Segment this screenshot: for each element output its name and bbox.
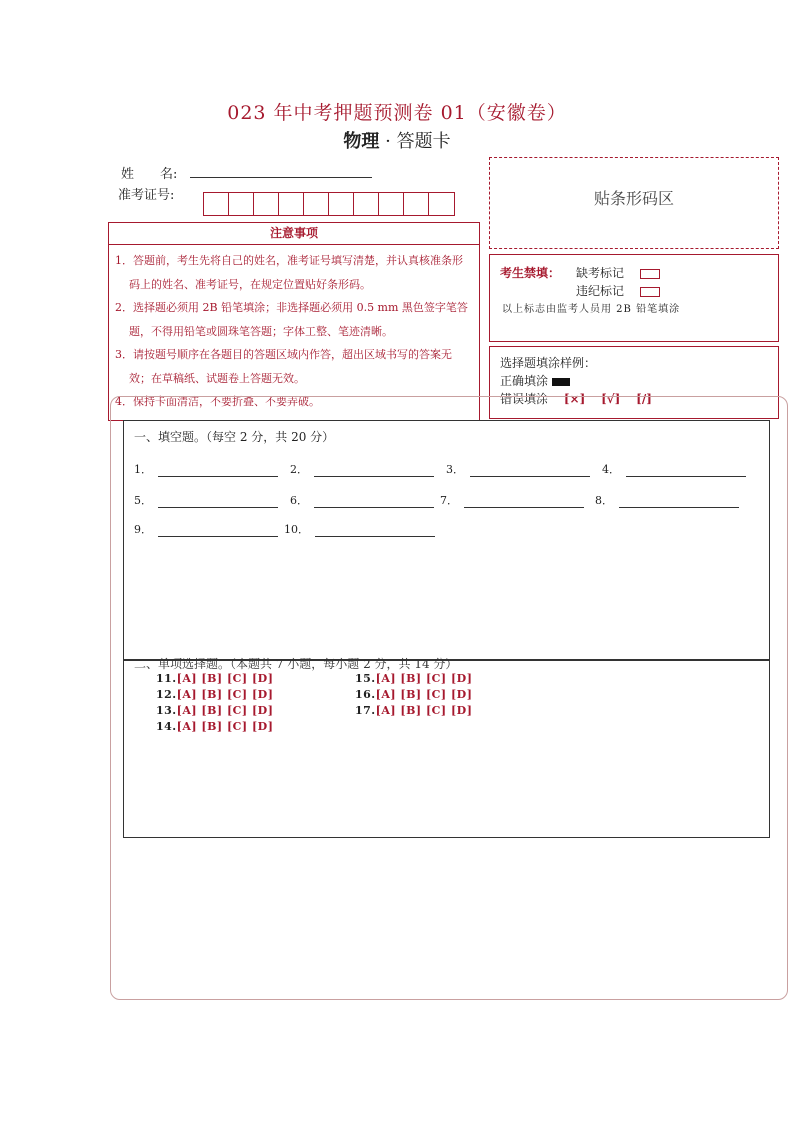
blank-item[interactable] [134, 461, 278, 477]
sample-wrong-label: 错误填涂 [500, 392, 549, 406]
question-number: 11. [156, 672, 177, 685]
fill-in-section [123, 420, 770, 660]
forbidden-label: 考生禁填： [500, 266, 561, 280]
exam-id-digit-box[interactable] [204, 193, 229, 215]
blank-number: 1． [134, 463, 152, 476]
blank-line[interactable] [158, 464, 278, 477]
blank-item[interactable] [284, 521, 435, 537]
blank-number: 4． [602, 463, 620, 476]
violation-mark-label: 违纪标记 [576, 284, 625, 298]
sample-correct-label: 正确填涂 [500, 374, 549, 388]
blank-line[interactable] [314, 464, 434, 477]
answer-card-label: 答题卡 [396, 131, 451, 152]
absent-mark [576, 264, 660, 281]
blank-number: 9． [134, 523, 152, 536]
choice-row[interactable] [156, 688, 273, 701]
question-number: 17. [355, 704, 376, 717]
blank-line[interactable] [464, 495, 584, 508]
blank-item[interactable] [446, 461, 590, 477]
question-number: 16. [355, 688, 376, 701]
sample-title: 选择题填涂样例： [500, 356, 597, 370]
answer-options[interactable]: [A] [B] [C] [D] [375, 672, 473, 685]
wrong-mark-slash: [/] [636, 392, 652, 406]
blank-line[interactable] [314, 495, 434, 508]
name-field[interactable] [190, 177, 372, 178]
blank-number: 3． [446, 463, 464, 476]
blank-line[interactable] [315, 524, 435, 537]
blank-number: 10． [284, 523, 309, 536]
fill-in-section-title: 一、填空题。（每空 2 分，共 20 分） [134, 430, 335, 444]
choice-row[interactable] [156, 720, 273, 733]
blank-line[interactable] [470, 464, 590, 477]
choice-section-title: 二、单项选择题。（本题共 7 小题，每小题 2 分，共 14 分） [134, 657, 458, 671]
blank-line[interactable] [158, 495, 278, 508]
exam-id-boxes [203, 192, 455, 216]
choice-row[interactable] [355, 672, 472, 685]
barcode-label: 贴条形码区 [593, 188, 674, 208]
question-number: 12. [156, 688, 177, 701]
blank-item[interactable] [595, 492, 739, 508]
violation-mark [576, 282, 660, 299]
forbidden-note: 以上标志由监考人员用 2B 铅笔填涂 [502, 304, 681, 315]
notice-list [108, 245, 480, 421]
blank-item[interactable] [290, 461, 434, 477]
violation-mark-box[interactable] [640, 287, 660, 297]
choice-row[interactable] [156, 672, 273, 685]
notice-heading: 注意事项 [108, 222, 480, 245]
notice-item: 1．答题前，考生先将自己的姓名，准考证号填写清楚，并认真核准条形码上的姓名、准考证号，在规定位置贴好条形码。 [115, 254, 463, 291]
choice-row[interactable] [355, 704, 472, 717]
exam-id-digit-box[interactable] [279, 193, 304, 215]
answer-options[interactable]: [A] [B] [C] [D] [176, 688, 274, 701]
blank-line[interactable] [158, 524, 278, 537]
filled-mark-icon [552, 378, 570, 386]
choice-row[interactable] [156, 704, 273, 717]
notice-item: 4．保持卡面清洁，不要折叠、不要弄破。 [115, 395, 320, 408]
exam-id-digit-box[interactable] [404, 193, 429, 215]
answer-options[interactable]: [A] [B] [C] [D] [375, 704, 473, 717]
page-subtitle [0, 127, 794, 153]
blank-item[interactable] [290, 492, 434, 508]
choice-section [123, 657, 770, 838]
question-number: 14. [156, 720, 177, 733]
exam-id-digit-box[interactable] [229, 193, 254, 215]
exam-id-digit-box[interactable] [329, 193, 354, 215]
exam-id-digit-box[interactable] [379, 193, 404, 215]
blank-line[interactable] [619, 495, 739, 508]
blank-item[interactable] [602, 461, 746, 477]
answer-options[interactable]: [A] [B] [C] [D] [176, 720, 274, 733]
blank-number: 8． [595, 494, 613, 507]
blank-item[interactable] [440, 492, 584, 508]
wrong-mark-cross: [×] [563, 392, 586, 406]
blank-number: 5． [134, 494, 152, 507]
blank-item[interactable] [134, 521, 278, 537]
name-label: 姓 名: [121, 167, 178, 182]
answer-options[interactable]: [A] [B] [C] [D] [176, 704, 274, 717]
exam-id-digit-box[interactable] [304, 193, 329, 215]
answer-options[interactable]: [A] [B] [C] [D] [176, 672, 274, 685]
exam-id-label: 准考证号: [118, 188, 175, 203]
sample-correct [500, 372, 570, 389]
notice-item: 2．选择题必须用 2B 铅笔填涂；非选择题必须用 0.5 mm 黑色签字笔答题，不得用铅笔或圆珠笔答题；字体工整、笔迹清晰。 [115, 301, 468, 338]
absent-mark-label: 缺考标记 [576, 266, 625, 280]
answer-options[interactable]: [A] [B] [C] [D] [375, 688, 473, 701]
subject-label: 物理 [343, 131, 380, 152]
question-number: 15. [355, 672, 376, 685]
blank-number: 7． [440, 494, 458, 507]
exam-id-digit-box[interactable] [429, 193, 454, 215]
blank-number: 2． [290, 463, 308, 476]
wrong-mark-check: [√] [601, 392, 621, 406]
blank-line[interactable] [626, 464, 746, 477]
question-number: 13. [156, 704, 177, 717]
absent-mark-box[interactable] [640, 269, 660, 279]
subtitle-dot: · [385, 131, 391, 152]
exam-id-digit-box[interactable] [354, 193, 379, 215]
notice-item: 3．请按题号顺序在各题目的答题区域内作答，超出区域书写的答案无效；在草稿纸、试题卷上答题无效。 [115, 348, 452, 385]
exam-id-digit-box[interactable] [254, 193, 279, 215]
blank-item[interactable] [134, 492, 278, 508]
choice-row[interactable] [355, 688, 472, 701]
blank-number: 6． [290, 494, 308, 507]
examiner-only-box [489, 254, 779, 342]
page-title: 023 年中考押题预测卷 01（安徽卷） [227, 102, 567, 124]
barcode-area [489, 157, 779, 249]
